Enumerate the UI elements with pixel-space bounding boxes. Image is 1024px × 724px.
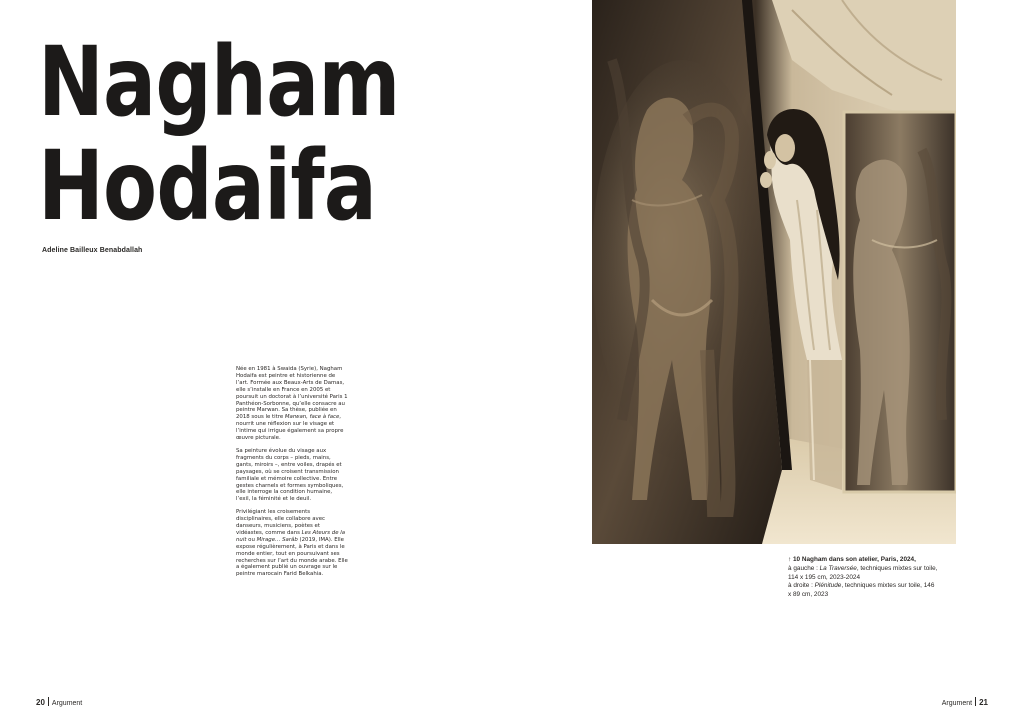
- page-number-right: 21: [979, 698, 988, 707]
- body-paragraph-1: [236, 366, 348, 442]
- page-number-left: 20: [36, 698, 45, 707]
- caption-arrow-icon: ↑: [788, 556, 792, 563]
- photo-caption: [788, 556, 938, 600]
- folio-divider-left: [48, 697, 49, 706]
- folio-label-right: Argument: [941, 700, 973, 707]
- caption-line-1: [788, 556, 938, 565]
- caption-right-details: , techniques mixtes sur toile, 146 x 89 cm, 2023: [788, 582, 935, 599]
- caption-left-work-title: La Traversée: [819, 564, 857, 572]
- paragraph-3-text-a: Privilégiant les croisements disciplinaires, elle collabore avec danseurs, musiciens, poètes et vidéastes, comme dans: [236, 509, 325, 536]
- caption-right-prefix: à droite :: [788, 582, 815, 590]
- caption-title: 10 Nagham dans son atelier, Paris, 2024,: [792, 556, 916, 563]
- studio-photograph: [592, 0, 956, 544]
- article-body: [236, 366, 348, 584]
- folio-right: [942, 697, 988, 707]
- paragraph-1-text-c: , nourrit une réflexion sur le visage et l’intime qui irrigue également sa propre œuvre picturale.: [236, 414, 344, 442]
- caption-line-2: [788, 565, 938, 583]
- caption-line-3: [788, 582, 938, 600]
- paragraph-3-work-title-2: Mirage… Sarâb: [256, 536, 298, 543]
- folio-label-left: Argument: [51, 700, 83, 707]
- body-paragraph-3: [236, 509, 348, 578]
- paragraph-3-text-c: ou: [246, 536, 257, 543]
- caption-right-work-title: Plénitude: [814, 582, 842, 590]
- folio-divider-right: [975, 697, 976, 706]
- title-line-first-name: Nagham: [38, 26, 400, 138]
- studio-photograph-illustration: [592, 0, 956, 544]
- article-title: [38, 26, 400, 242]
- paragraph-1-text-a: Née en 1981 à Swaida (Syrie), Nagham Hodaifa est peintre et historienne de l’art. Formée aux Beaux-Arts de Damas, elle s’installe en France en 2005 et poursuit un doctorat à l’université Paris 1 Panthéon-Sorbonne, qu’elle consacre au peintre Marwan. Sa thèse, publiée en 2018 sous le titre: [236, 366, 348, 421]
- author-byline: Adeline Bailleux Benabdallah: [42, 247, 143, 254]
- paragraph-3-text-e: (2019, IMA). Elle expose régulièrement, à Paris et dans le monde entier, tout en poursuivant ses recherches sur l’art du monde arabe. Elle a également publié un ouvrage sur le peintre marocain Farid Belkahia.: [236, 536, 348, 578]
- caption-left-prefix: à gauche :: [788, 564, 820, 572]
- paragraph-1-book-title: Marwan, face à face: [284, 414, 340, 421]
- title-line-last-name: Hodaifa: [38, 130, 377, 242]
- paragraph-3-work-title-1: Les Ateurs de la nuit: [236, 529, 346, 543]
- caption-left-details: , techniques mixtes sur toile, 114 x 195 cm, 2023-2024: [788, 564, 938, 581]
- body-paragraph-2: Sa peinture évolue du visage aux fragments du corps – pieds, mains, gants, miroirs –, entre voiles, drapés et paysages, où se croisent transmission familiale et mémoire collective. Entre gestes charnels et formes symboliques, elle interroge la condition humaine, l’exil, la féminité et le deuil.: [236, 447, 344, 503]
- folio-left: [36, 697, 82, 707]
